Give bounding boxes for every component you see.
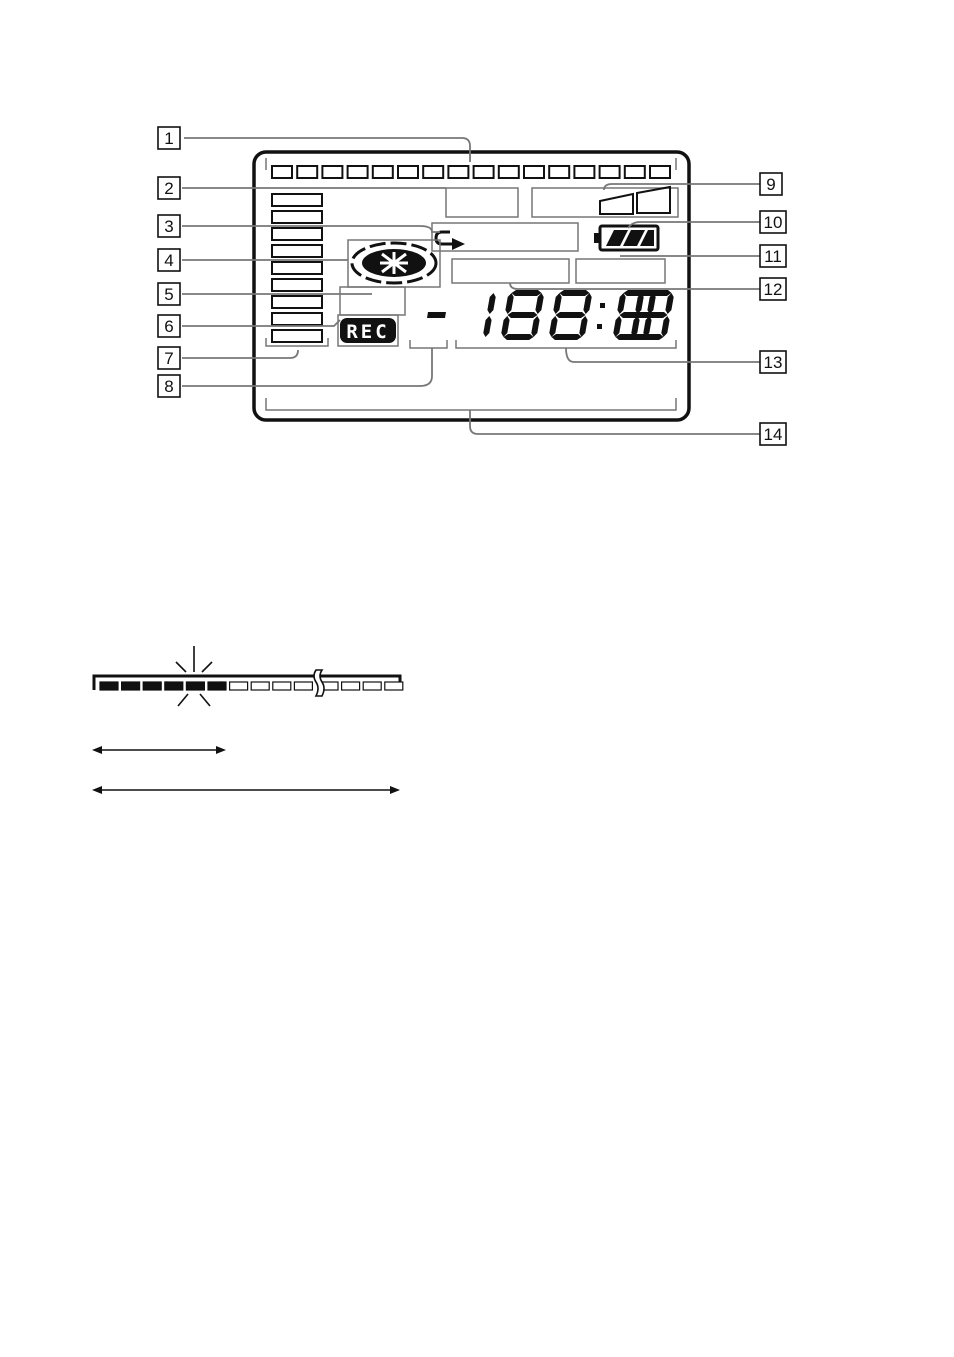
digit-segment [560,290,590,296]
top-meter-segment [423,166,443,178]
callout-number: 4 [164,251,174,270]
track-segment [100,682,118,690]
top-meter-segment [322,166,342,178]
digit-segment [512,290,542,296]
range-arrow-short [92,746,226,754]
battery-icon [594,226,658,250]
top-meter-segment [499,166,519,178]
callout-number: 10 [763,213,783,232]
top-meter-segment [574,166,594,178]
side-meter-segment [272,194,322,206]
track-segment [342,682,360,690]
track-segment [122,682,140,690]
digit-segment [634,334,664,340]
top-meter-segment [348,166,368,178]
callout-number: 8 [164,377,174,396]
callout-number: 2 [164,179,174,198]
side-meter-segment [272,313,322,325]
top-meter-segment [297,166,317,178]
top-meter-segment [650,166,670,178]
top-meter-segment [625,166,645,178]
top-meter-segment [272,166,292,178]
digit-segment [504,334,534,340]
digit-segment [556,312,586,318]
track-segment [230,682,248,690]
track-segment [273,682,291,690]
callout-number: 5 [164,285,174,304]
track-segment [294,682,312,690]
track-segment [143,682,161,690]
colon-dot [600,303,605,308]
side-meter-segment [272,279,322,291]
digit-segment [638,312,668,318]
rec-indicator: REC [346,321,390,343]
callout-number: 12 [763,280,783,299]
track-progress-bar [100,682,403,690]
digit-segment [552,334,582,340]
colon-dot [597,324,602,329]
side-meter-segment [272,245,322,257]
side-meter-segment [272,211,322,223]
digit-segment [508,312,538,318]
top-meter-segment [600,166,620,178]
side-meter-segment [272,296,322,308]
top-meter-segment [524,166,544,178]
callout-number: 3 [164,217,174,236]
callout-number: 9 [766,175,776,194]
side-meter-segment [272,228,322,240]
top-meter-segment [549,166,569,178]
track-segment [363,682,381,690]
callout-number: 14 [763,425,783,444]
digit-segment [642,290,672,296]
side-meter-segment [272,262,322,274]
top-meter-segment [448,166,468,178]
track-segment [251,682,269,690]
top-meter-segment [373,166,393,178]
track-segment [385,682,403,690]
track-segment-blinking [186,682,204,690]
callout-number: 6 [164,317,174,336]
range-arrow-long [92,786,400,794]
break-mark-icon [314,670,324,696]
callout-number: 13 [763,353,783,372]
disc-spin-icon [352,243,436,283]
callout-number: 11 [764,247,782,266]
top-meter-segment [474,166,494,178]
side-meter-segment [272,330,322,342]
side-level-meter [272,194,322,342]
minus-segment [427,312,446,318]
top-meter-segment [398,166,418,178]
callout-number: 1 [164,129,174,148]
callout-number: 7 [164,349,174,368]
